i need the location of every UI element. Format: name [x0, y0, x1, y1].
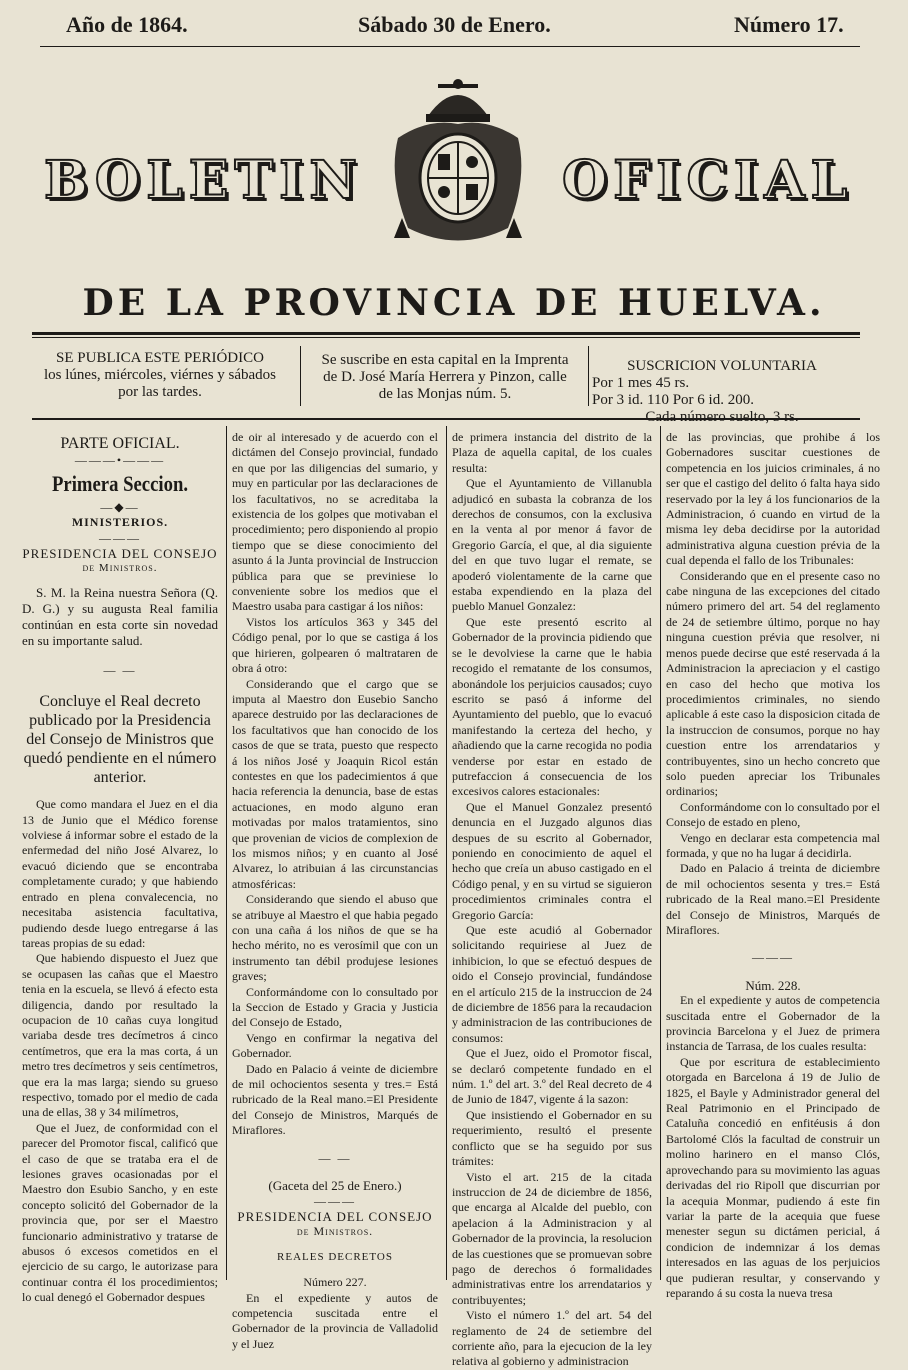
- subscription-info: [304, 352, 586, 403]
- section-ministerios: MINISTERIOS.: [71, 515, 169, 530]
- ornament-divider: —◆—: [100, 499, 140, 514]
- ornament-divider: ———: [752, 950, 794, 965]
- column-2: [232, 430, 438, 1351]
- paragraph: En el expediente y autos de competencia suscitada entre el Gobernador de la provincia Barcelona y el Juez de primera instancia de Tarrasa, de los cuales resulta:: [666, 993, 880, 1054]
- paragraph: Que el Juez, oido el Promotor fiscal, se declaró competente fundado en el núm. 1.º del art. 3.º del Real decreto de 4 de Junio de 1847, vigente á la sazon:: [452, 1046, 652, 1107]
- publication-info: [24, 350, 296, 401]
- paragraph: Considerando que siendo el abuso que se atribuye al Maestro el que habia pegado con una caña á los niños de que se ha hecho mérito, no es verosímil que con un instrumento tan débil produjese lesiones graves;: [232, 892, 438, 984]
- column-divider: [226, 426, 227, 1280]
- title-boletin: BOLETIN: [44, 150, 363, 211]
- royal-crest-icon: [388, 78, 528, 246]
- heading-presidencia: PRESIDENCIA DEL CONSEJO: [22, 546, 218, 562]
- section-parte-oficial: PARTE OFICIAL.: [60, 435, 180, 452]
- headline: Concluye el Real decreto publicado por la Presidencia del Consejo de Ministros que quedó pendiente en el número anterior.: [23, 693, 217, 787]
- subtitle: DE LA PROVINCIA DE HUELVA.: [82, 282, 826, 324]
- price-title: SUSCRICION VOLUNTARIA: [627, 358, 817, 374]
- paragraph: Conformándome con lo consultado por la Seccion de Estado y Gracia y Justicia del Consejo de Estado,: [232, 984, 438, 1030]
- paragraph: Que por escritura de establecimiento otorgada en Barcelona á 19 de Julio de 1825, el Bayle y Administrador general del Real Patrimonio en el Principado de Cataluña concedió en enfitéusis á don Bartolomé Clós la facultad de construir un molino harinero en el manso Clós, aprovechando para su movimiento las aguas derivadas del rio Ripoll que discurrian por la acequia Monmar, pudiendo á este fin variar la parte de la acequia que fuese menester segun su dictámen pericial, á condicion de indemnizar á los demas interesados en las aguas de los perjuicios que pudieran resultar, y conservando y reparando á su costa la nueva tresa: [666, 1054, 880, 1300]
- paragraph: Que insistiendo el Gobernador en su requerimiento, resultó el presente conflicto que se ha seguido por sus trámites:: [452, 1107, 652, 1169]
- info-divider-2: [588, 346, 589, 406]
- price-line: Por 1 mes 45 rs.: [592, 375, 690, 391]
- price-line: Por 3 id. 110 Por 6 id. 200.: [592, 392, 754, 408]
- title-oficial: OFICIAL: [562, 150, 854, 211]
- paragraph: de oir al interesado y de acuerdo con el dictámen del Consejo provincial, fundado en que por las diligencias del sumario, y muy en particular por las declaraciones de los facultativos, no se acreditaba la existencia de los golpes que motivaban el procedimiento; pero disponiendo al propio tiempo que se diese conocimiento del asunto á la Junta provincial de Instruccion pública para que se previniese lo conveniente sobre los medios que el Maestro usaba para castigar á los niños:: [232, 430, 438, 614]
- date-label: Sábado 30 de Enero.: [358, 12, 551, 37]
- subscription-info-line: de las Monjas núm. 5.: [378, 386, 512, 402]
- heading-presidencia: PRESIDENCIA DEL CONSEJO: [237, 1208, 433, 1224]
- paragraph: Que el Juez, de conformidad con el parecer del Promotor fiscal, calificó que el caso de que se trataba era el de lesiones graves ocasionadas por el Maestro don Esubio Sancho, y en este concepto solicitó del Gobernador de la provincia que, por ser el Maestro funcionario administrativo y tratarse de abusos ó excesos cometidos en el ejercicio de su cargo, le autorizase para continuar contra él los procedimientos; lo cual denegó el Gobernador despues: [22, 1120, 218, 1305]
- paragraph: Que como mandara el Juez en el dia 13 de Junio que el Médico forense volviese á informar sobre el estado de la enfermedad del niño José Alvarez, lo evacuó diciendo que se encontraba completamente curado; y que habiendo entrado en plena convalecencia, no necesitaba asistencia facultativa, pudiendo desde luego entregarse á las tareas propias de su edad:: [22, 797, 218, 950]
- gaceta-reference: (Gaceta del 25 de Enero.): [268, 1178, 402, 1194]
- heading-ministros: de Ministros.: [82, 562, 158, 575]
- header-rule-top-thin: [32, 337, 860, 338]
- paragraph: Considerando que en el presente caso no cabe ninguna de las excepciones del citado número primero del art. 54 del reglamento de 24 de setiembre último, porque no hay ninguna cuestion prévia que resolver, ni menos puede decirse que esté reservada á la Administracion la apreciacion y el castigo en caso del hecho que motiva los procedimientos criminales, no siendo aplicable á este caso la disposicion citada de la instruccion de consumos, porque no hay cuestion entre los arrendatarios y contribuyentes, sino un hecho concreto que solo pueden apreciar los Tribunales ordinarios;: [666, 568, 880, 799]
- header-rule-top: [32, 332, 860, 335]
- decree-number: Número 227.: [303, 1275, 367, 1290]
- paragraph: Vistos los artículos 363 y 345 del Código penal, por lo que se castiga á los que hirieren, golpearen ó maltrataren de obra á otro:: [232, 614, 438, 676]
- column-divider: [660, 426, 661, 1280]
- paragraph: Vengo en declarar esta competencia mal formada, y que no ha lugar á decidirla.: [666, 830, 880, 860]
- heading-reales-decretos: REALES DECRETOS: [277, 1250, 393, 1263]
- year-label: Año de 1864.: [66, 12, 188, 37]
- paragraph: Visto el número 1.º del art. 54 del reglamento de 24 de setiembre del corriente año, para la ejecucion de la ley relativa al gobierno y administracion: [452, 1308, 652, 1369]
- paragraph: Considerando que el cargo que se imputa al Maestro don Eusebio Sancho aparece destruido por las declaraciones de los facultativos que han conocido de los casos de que se trata, puesto que respecto á los niños José y Joaquin Ricol están contestes en que los padecimientos á que hacia referencia la denuncia, base de estas actuaciones, en modo alguno eran motivadas por malos tratamientos, sino que provenian de vicios de complexion de los mismos niños; y en cuanto al José Alvarez, lo atribuian á las circunstancias atmosféricas:: [232, 676, 438, 891]
- paragraph: Que habiendo dispuesto el Juez que se ocupasen las cañas que el Maestro tenia en la escuela, se llevó á efecto esta diligencia, dando por resultado la ocupacion de 10 cañas cuya longitud variaba desde tres decímetros á cinco centímetros, que era la mas corta, á un metro tres decímetros y seis centímetros, que era la mas larga; siendo su grueso respectivo, tomado por el medio de cada una de ellas, 38 y 34 milímetros,: [22, 951, 218, 1120]
- decree-number: Núm. 228.: [745, 977, 801, 993]
- heading-ministros: de Ministros.: [296, 1224, 374, 1239]
- column-4: [666, 430, 880, 1300]
- paragraph: Que este presentó escrito al Gobernador de la provincia pidiendo que se le devolviese la carne que le habia recogido el rematante de los consumos, abonándole los perjuicios causados; cuyo escrito se pasó á informe del Ayuntamiento del pueblo, que lo evacuó manifestando la certeza del hecho, y añadiendo que la carne recogida no podia venderse por estar en estado de putrefaccion á consecuencia de los excesivos calores estacionales:: [452, 614, 652, 799]
- column-3: [452, 430, 652, 1369]
- price-info: [592, 358, 852, 426]
- ornament-divider: — —: [103, 662, 137, 677]
- ornament-divider: ———: [99, 530, 141, 545]
- paragraph: En el expediente y autos de competencia suscitada entre el Gobernador de la provincia de Valladolid y el Juez: [232, 1290, 438, 1351]
- paragraph: Dado en Palacio á treinta de diciembre de mil ochocientos sesenta y tres.= Está rubricado de la Real mano.=El Presidente del Consejo de Ministros, Marqués de Miraflores.: [666, 861, 880, 937]
- publication-info-line: por las tardes.: [118, 384, 202, 400]
- paragraph: Que el Ayuntamiento de Villanubla adjudicó en subasta la cobranza de los derechos de consumos, con la exclusiva en la venta al por menor á favor de Gregorio García, el que, al dia siguiente del en que tuvo lugar el remate, se apoderó violentamente de la carne que estaba expendiendo en la plaza del pueblo Manuel Gonzalez:: [452, 476, 652, 614]
- price-line: Cada número suelto, 3 rs.: [645, 409, 799, 425]
- ornament-divider: ———•———: [74, 453, 166, 467]
- paragraph: Dado en Palacio á veinte de diciembre de mil ochocientos sesenta y tres.= Está rubricado de la Real mano.=El Presidente del Consejo de Ministros, Marqués de Miraflores.: [232, 1061, 438, 1138]
- subscription-info-line: de D. José María Herrera y Pinzon, calle: [323, 369, 567, 385]
- section-primera: Primera Seccion.: [51, 471, 189, 497]
- publication-info-line: los lúnes, miércoles, viérnes y sábados: [43, 367, 277, 383]
- column-divider: [446, 426, 447, 1280]
- top-rule: [40, 46, 860, 47]
- info-divider-1: [300, 346, 301, 406]
- paragraph: de primera instancia del distrito de la Plaza de aquella capital, de los cuales resulta:: [452, 430, 652, 475]
- paragraph: Que el Manuel Gonzalez presentó denuncia en el Juzgado algunos dias despues de su escrito al Gobernador, poniendo en conocimiento de aquel el hecho que creía un abuso castigado en el Código penal, y en su virtud se siguieron procedimientos criminales contra el Gregorio García:: [452, 799, 652, 922]
- paragraph: Que este acudió al Gobernador solicitando requiriese al Juez de inhibicion, lo que se efectuó despues de oido el Consejo provincial, fundándose en el artículo 215 de la instruccion de 24 de diciembre de 1856 para la recaudacion y administracion de las contribuciones de consumos:: [452, 923, 652, 1045]
- paragraph: Vengo en confirmar la negativa del Gobernador.: [232, 1030, 438, 1061]
- paragraph: Conformándome con lo consultado por el Consejo de estado en pleno,: [666, 799, 880, 830]
- column-1: [22, 430, 218, 1305]
- paragraph: de las provincias, que prohibe á los Gobernadores suscitar cuestiones de competencia en los juicios criminales, á no ser que el castigo del delito ó falta haya sido reservado por la ley á los funcionarios de la Administracion, ó cuando en virtud de la misma ley deba decidirse por la autoridad administrativa alguna cuestion prévia de la cual dependa el fallo de los Tribunales:: [666, 430, 880, 568]
- publication-info-line: SE PUBLICA ESTE PERIÓDICO: [56, 350, 264, 366]
- paragraph: Visto el art. 215 de la citada instruccion de 24 de diciembre de 1856, que encarga al Alcalde del pueblo, con apelacion á la Administracion y al Gobernador de la provincia, la resolucion de las cuestiones que se promuevan sobre pago de derechos ó formalidades administrativas entre los arrendatarios y contribuyentes;: [452, 1169, 652, 1307]
- paragraph: S. M. la Reina nuestra Señora (Q. D. G.) y su augusta Real familia continúan en esta corte sin novedad en su importante salud.: [22, 584, 218, 648]
- subscription-info-line: Se suscribe en esta capital en la Imprenta: [321, 352, 569, 368]
- ornament-divider: — —: [318, 1150, 352, 1165]
- ornament-divider: ———: [314, 1193, 356, 1208]
- issue-number: Número 17.: [734, 12, 844, 37]
